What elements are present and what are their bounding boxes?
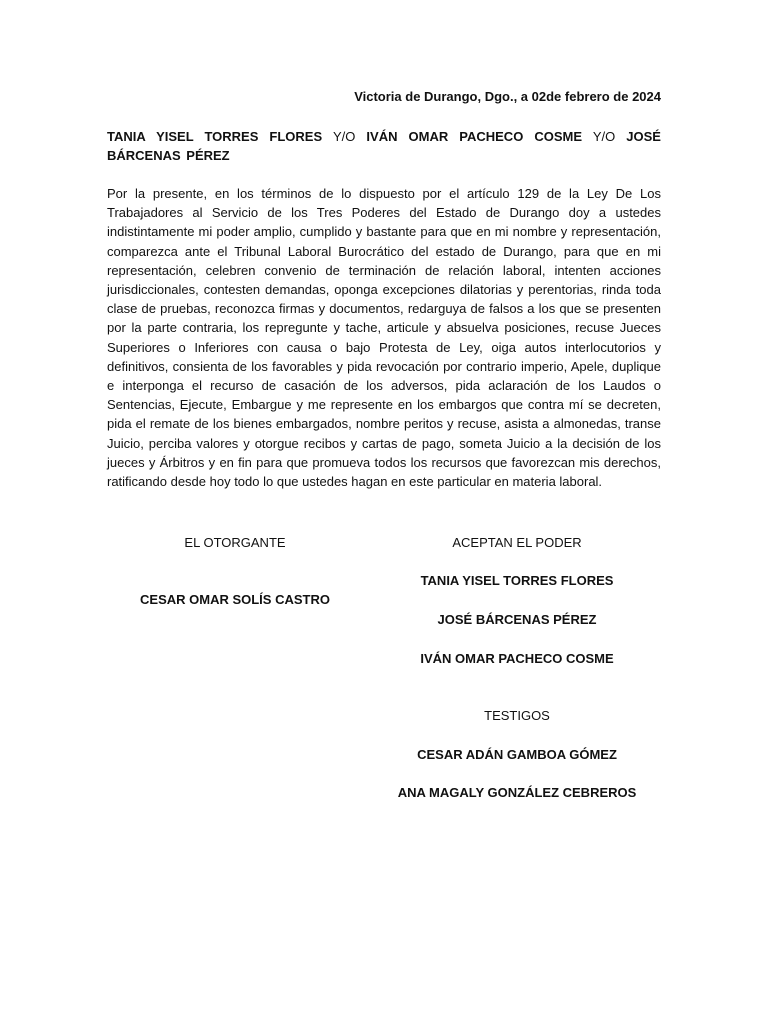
- addressee-name: TANIA YISEL TORRES FLORES: [107, 129, 323, 144]
- acceptor-name: JOSÉ BÁRCENAS PÉREZ: [437, 612, 597, 627]
- addressee-name: JOSÉ BÁRCENAS PÉREZ: [107, 129, 661, 163]
- addressee-name: IVÁN OMAR PACHECO COSME: [366, 129, 583, 144]
- acceptors-label: ACEPTAN EL PODER: [452, 535, 582, 550]
- grantor-label: EL OTORGANTE: [184, 535, 286, 550]
- grantor-name: CESAR OMAR SOLÍS CASTRO: [140, 592, 330, 607]
- acceptor-name: TANIA YISEL TORRES FLORES: [420, 573, 614, 588]
- witness-name: ANA MAGALY GONZÁLEZ CEBREROS: [397, 785, 637, 800]
- addressees: [107, 127, 661, 165]
- witnesses-label: TESTIGOS: [484, 708, 550, 723]
- body-paragraph: Por la presente, en los términos de lo dispuesto por el artículo 129 de la Ley De Los Trabajadores al Servicio de los Tres Poderes del Estado de Durango doy a ustedes indistintamente mi poder amplio, cumplido y bastante para que en mi nombre y representación, comparezca ante el Tribunal Laboral Burocrático del estado de Durango, para que en mi representación, celebren convenio de terminación de relación laboral, intenten acciones jurisdiccionales, contesten demandas, oponga excepciones dilatorias y perentorias, rinda toda clase de pruebas, reconozca firmas y documentos, redarguya de falsos a los que se presenten por la parte contraria, los repregunte y tache, articule y absuelva posiciones, recuse Jueces Superiores o Inferiores con causa o bajo Protesta de Ley, oiga autos interlocutorios y definitivos, consienta de los favorables y pida revocación por contrario imperio, Apele, duplique e interponga el recurso de casación de los adversos, pida aclaración de los Laudos o Sentencias, Ejecute, Embargue y me represente en los embargos que contra mí se decreten, pida el remate de los bienes embargados, nombre peritos y recuse, asista a almonedas, transe Juicio, perciba valores y otorgue recibos y cartas de pago, someta Juicio a la decisión de los jueces y Árbitros y en fin para que promueva todos los recursos que favorezcan mis derechos, ratificando desde hoy todo lo que ustedes hagan en este particular en materia laboral.: [107, 186, 661, 490]
- date-line: Victoria de Durango, Dgo., a 02de febrero de 2024: [354, 89, 661, 104]
- witness-name: CESAR ADÁN GAMBOA GÓMEZ: [417, 747, 617, 762]
- addressee-separator: Y/O: [592, 129, 616, 144]
- addressee-separator: Y/O: [332, 129, 356, 144]
- acceptor-name: IVÁN OMAR PACHECO COSME: [420, 651, 614, 666]
